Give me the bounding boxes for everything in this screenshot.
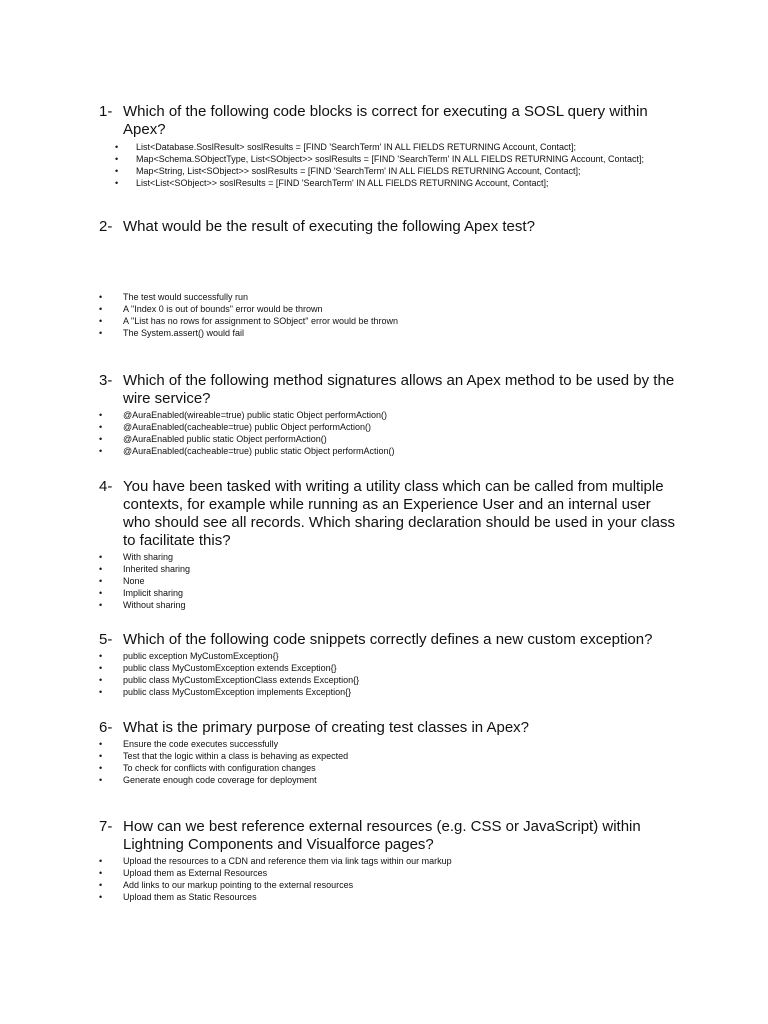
bullet: • <box>99 739 103 749</box>
option-item <box>99 762 679 774</box>
option-text: None <box>123 576 145 586</box>
option-item <box>99 674 679 686</box>
option-item <box>99 879 679 891</box>
question-heading <box>99 719 679 737</box>
bullet: • <box>99 588 103 598</box>
question-number: 4- <box>99 478 113 495</box>
bullet: • <box>99 751 103 761</box>
option-text: public exception MyCustomException{} <box>123 651 279 661</box>
bullet: • <box>99 687 103 697</box>
bullet: • <box>99 868 103 878</box>
option-list <box>99 650 679 698</box>
option-text: Implicit sharing <box>123 588 184 598</box>
question-heading <box>99 372 679 408</box>
option-text: Add links to our markup pointing to the external resources <box>123 880 354 890</box>
question-text: What is the primary purpose of creating test classes in Apex? <box>123 719 530 736</box>
option-item <box>99 303 679 315</box>
option-text: public class MyCustomException extends Exception{} <box>123 663 337 673</box>
option-text: Inherited sharing <box>123 564 191 574</box>
bullet: • <box>99 651 103 661</box>
bullet: • <box>99 328 103 338</box>
option-list <box>99 738 679 786</box>
question-7 <box>99 818 679 903</box>
option-text: The System.assert() would fail <box>123 328 245 338</box>
option-text: Upload the resources to a CDN and reference them via link tags within our markup <box>123 856 452 866</box>
option-item <box>99 433 679 445</box>
bullet: • <box>115 142 119 152</box>
question-3 <box>99 372 679 457</box>
option-text: With sharing <box>123 552 174 562</box>
bullet: • <box>99 552 103 562</box>
question-text: Which of the following method signatures allows an Apex method to be used by the wire service? <box>123 372 675 407</box>
question-number: 2- <box>99 218 113 235</box>
option-item <box>99 165 679 177</box>
option-item <box>99 774 679 786</box>
bullet: • <box>99 316 103 326</box>
bullet: • <box>99 763 103 773</box>
option-text: Map<Schema.SObjectType, List<SObject>> soslResults = [FIND 'SearchTerm' IN ALL FIELDS RETURNING Account, Contact]; <box>136 154 645 164</box>
bullet: • <box>115 166 119 176</box>
option-item <box>99 409 679 421</box>
option-list <box>99 551 679 611</box>
option-text: Map<String, List<SObject>> soslResults = [FIND 'SearchTerm' IN ALL FIELDS RETURNING Account, Contact]; <box>136 166 581 176</box>
option-text: Ensure the code executes successfully <box>123 739 279 749</box>
option-item <box>99 738 679 750</box>
bullet: • <box>115 178 119 188</box>
question-number: 1- <box>99 103 113 120</box>
bullet: • <box>99 600 103 610</box>
bullet: • <box>99 564 103 574</box>
bullet: • <box>99 410 103 420</box>
bullet: • <box>99 292 103 302</box>
option-item <box>99 650 679 662</box>
bullet: • <box>99 675 103 685</box>
option-text: @AuraEnabled public static Object performAction() <box>123 434 327 444</box>
option-item <box>99 750 679 762</box>
bullet: • <box>99 892 103 902</box>
bullet: • <box>99 446 103 456</box>
option-text: A "Index 0 is out of bounds" error would be thrown <box>123 304 323 314</box>
option-text: Upload them as Static Resources <box>123 892 257 902</box>
question-text: How can we best reference external resources (e.g. CSS or JavaScript) within Lightning Components and Visualforce pages? <box>123 818 641 853</box>
option-item <box>99 575 679 587</box>
option-item <box>99 141 679 153</box>
bullet: • <box>99 880 103 890</box>
bullet: • <box>99 434 103 444</box>
option-list <box>99 141 679 189</box>
question-2 <box>99 218 679 339</box>
question-text: You have been tasked with writing a utility class which can be called from multiple contexts, for example while running as an Experience User and an internal user who should see all records. Which sharing declaration should be used in your class to facilitate this? <box>123 478 675 549</box>
option-list <box>99 291 679 339</box>
option-item <box>99 153 679 165</box>
question-heading <box>99 103 679 139</box>
question-1 <box>99 103 679 189</box>
option-text: List<Database.SoslResult> soslResults = [FIND 'SearchTerm' IN ALL FIELDS RETURNING Account, Contact]; <box>136 142 577 152</box>
bullet: • <box>99 775 103 785</box>
option-text: A "List has no rows for assignment to SObject" error would be thrown <box>123 316 399 326</box>
question-text: Which of the following code snippets correctly defines a new custom exception? <box>123 631 653 648</box>
option-text: Test that the logic within a class is behaving as expected <box>123 751 349 761</box>
option-list <box>99 409 679 457</box>
option-item <box>99 315 679 327</box>
bullet: • <box>99 663 103 673</box>
option-item <box>99 177 679 189</box>
question-heading <box>99 218 679 236</box>
option-item <box>99 587 679 599</box>
option-text: @AuraEnabled(cacheable=true) public static Object performAction() <box>123 446 395 456</box>
option-item <box>99 686 679 698</box>
option-text: The test would successfully run <box>123 292 249 302</box>
bullet: • <box>99 304 103 314</box>
option-text: public class MyCustomException implements Exception{} <box>123 687 352 697</box>
bullet: • <box>99 856 103 866</box>
option-item <box>99 445 679 457</box>
option-text: @AuraEnabled(wireable=true) public static Object performAction() <box>123 410 388 420</box>
option-text: Without sharing <box>123 600 186 610</box>
option-item <box>99 551 679 563</box>
option-item <box>99 662 679 674</box>
option-item <box>99 291 679 303</box>
question-6 <box>99 719 679 786</box>
bullet: • <box>115 154 119 164</box>
question-number: 7- <box>99 818 113 835</box>
question-heading <box>99 478 679 550</box>
option-text: Generate enough code coverage for deployment <box>123 775 317 785</box>
option-item <box>99 891 679 903</box>
question-heading <box>99 818 679 854</box>
bullet: • <box>99 422 103 432</box>
option-item <box>99 867 679 879</box>
option-item <box>99 855 679 867</box>
option-list <box>99 855 679 903</box>
option-text: Upload them as External Resources <box>123 868 268 878</box>
option-text: public class MyCustomExceptionClass extends Exception{} <box>123 675 360 685</box>
option-item <box>99 327 679 339</box>
question-text: What would be the result of executing the following Apex test? <box>123 218 535 235</box>
option-text: List<List<SObject>> soslResults = [FIND 'SearchTerm' IN ALL FIELDS RETURNING Account, Contact]; <box>136 178 549 188</box>
question-text: Which of the following code blocks is correct for executing a SOSL query within Apex? <box>123 103 648 138</box>
question-number: 6- <box>99 719 113 736</box>
option-text: To check for conflicts with configuration changes <box>123 763 316 773</box>
question-number: 5- <box>99 631 113 648</box>
question-number: 3- <box>99 372 113 389</box>
question-4 <box>99 478 679 611</box>
question-heading <box>99 631 679 649</box>
option-item <box>99 599 679 611</box>
option-text: @AuraEnabled(cacheable=true) public Object performAction() <box>123 422 372 432</box>
option-item <box>99 421 679 433</box>
question-5 <box>99 631 679 698</box>
option-item <box>99 563 679 575</box>
bullet: • <box>99 576 103 586</box>
